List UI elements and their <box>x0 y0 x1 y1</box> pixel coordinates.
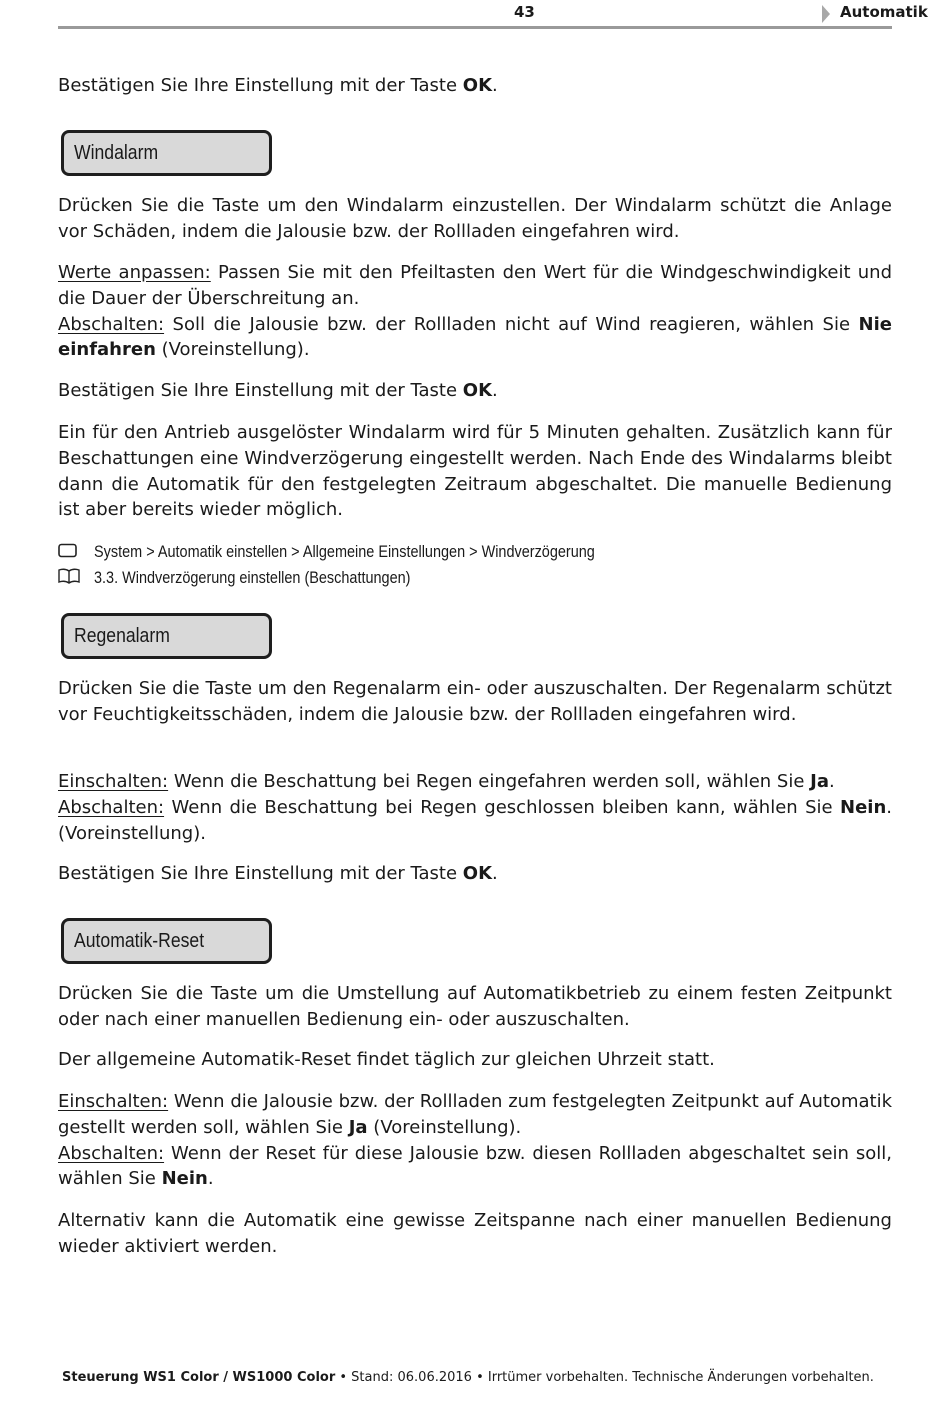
page-header <box>58 0 928 29</box>
on-label: Einschalten: <box>58 1091 169 1112</box>
regenalarm-settings: Einschalten: Wenn die Beschattung bei Regen eingefahren werden soll, wählen Sie Ja. Abschalten: Wenn die Beschattung bei Regen geschlossen bleiben kann, wählen Sie Nein. (Voreinstellung). <box>58 771 892 844</box>
windalarm-description: Drücken Sie die Taste um den Windalarm einzustellen. Der Windalarm schützt die Anlage vor Schäden, indem die Jalousie bzw. der Rollladen eingefahren wird. <box>58 195 892 242</box>
section-title: Automatik <box>840 3 928 21</box>
on-label: Einschalten: <box>58 771 169 792</box>
off-label: Abschalten: <box>58 796 165 818</box>
page-number: 43 <box>514 3 535 21</box>
windalarm-note: Ein für den Antrieb ausgelöster Windalarm wird für 5 Minuten gehalten. Zusätzlich kann für Beschattungen eine Windverzögerung eingestellt werden. Nach Ende des Windalarms bleibt dann die Automatik für den festgelegten Zeitraum abgeschaltet. Die manuelle Bedienung ist aber bereits wieder möglich. <box>58 422 892 521</box>
automatik-reset-heading-button <box>61 918 272 964</box>
menu-path: System > Automatik einstellen > Allgemeine Einstellungen > Windverzögerung <box>94 542 595 561</box>
page-footer <box>62 1370 874 1385</box>
regenalarm-description: Drücken Sie die Taste um den Regenalarm ein- oder auszuschalten. Der Regenalarm schützt vor Feuchtigkeitsschäden, indem die Jalousie bzw. der Rollladen eingefahren wird. <box>58 678 892 725</box>
automatik-reset-heading-label: Automatik-Reset <box>74 930 205 952</box>
book-reference <box>58 567 466 590</box>
off-label: Abschalten: <box>58 313 165 335</box>
off-label: Abschalten: <box>58 1142 165 1164</box>
automatik-reset-description: Drücken Sie die Taste um die Umstellung auf Automatikbetrieb zu einem festen Zeitpunkt oder nach einer manuellen Bedienung ein- oder auszuschalten. <box>58 983 892 1030</box>
section-arrow-icon <box>822 5 830 23</box>
windalarm-heading-button <box>61 130 272 176</box>
book-reference-text: 3.3. Windverzögerung einstellen (Beschattungen) <box>94 568 411 587</box>
regenalarm-heading-button <box>61 613 272 659</box>
windalarm-settings: Werte anpassen: Passen Sie mit den Pfeiltasten den Wert für die Windgeschwindigkeit und die Dauer der Überschreitung an. Abschalten: Soll die Jalousie bzw. der Rollladen nicht auf Wind reagieren, wählen Sie Nie einfahren (Voreinstellung). <box>58 262 892 361</box>
footer-product: Steuerung WS1 Color / WS1000 Color <box>62 1370 336 1385</box>
windalarm-heading-label: Windalarm <box>74 142 159 164</box>
windalarm-confirm-text: Bestätigen Sie Ihre Einstellung mit der Taste OK. <box>58 380 498 401</box>
screen-icon <box>58 542 80 564</box>
intro-confirm-text: Bestätigen Sie Ihre Einstellung mit der Taste OK. <box>58 75 498 96</box>
automatik-reset-general: Der allgemeine Automatik-Reset findet täglich zur gleichen Uhrzeit statt. <box>58 1049 715 1070</box>
book-icon <box>58 568 80 590</box>
regenalarm-heading-label: Regenalarm <box>74 625 170 647</box>
automatik-reset-alternative: Alternativ kann die Automatik eine gewisse Zeitspanne nach einer manuellen Bedienung wieder aktiviert werden. <box>58 1210 892 1257</box>
footer-text: • Stand: 06.06.2016 • Irrtümer vorbehalten. Technische Änderungen vorbehalten. <box>335 1370 874 1385</box>
menu-path-reference <box>58 541 683 564</box>
adjust-label: Werte anpassen: <box>58 262 211 283</box>
regenalarm-confirm-text: Bestätigen Sie Ihre Einstellung mit der Taste OK. <box>58 863 498 884</box>
automatik-reset-settings: Einschalten: Wenn die Jalousie bzw. der Rollladen zum festgelegten Zeitpunkt auf Automatik gestellt werden soll, wählen Sie Ja (Voreinstellung). Abschalten: Wenn der Reset für diese Jalousie bzw. diesen Rollladen abgeschaltet sein soll, wählen Sie Nein. <box>58 1091 892 1190</box>
